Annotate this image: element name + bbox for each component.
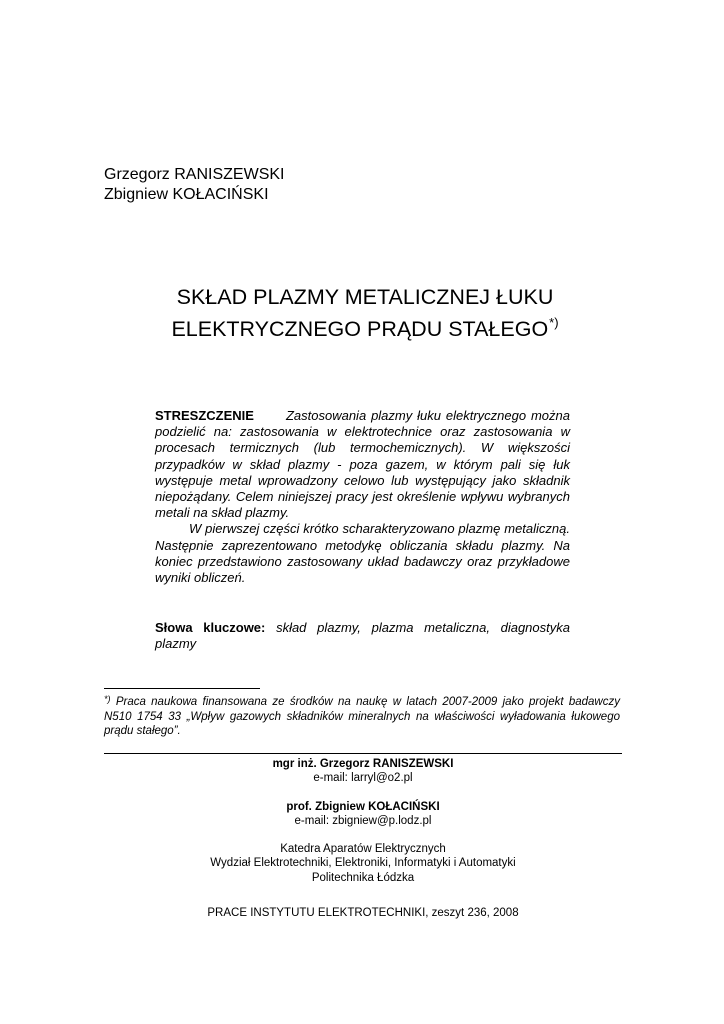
footnote-text: Praca naukowa finansowana ze środków na naukę w latach 2007-2009 jako projekt badawczy N510 1754 33 „Wpływ gazowych składników mineralnych na właściwości wyładowania łukowego prądu stałego”. xyxy=(104,696,620,738)
author-2-email: e-mail: zbigniew@p.lodz.pl xyxy=(294,814,432,827)
author-name: Zbigniew KOŁACIŃSKI xyxy=(104,186,269,203)
journal-citation: PRACE INSTYTUTU ELEKTROTECHNIKI, zeszyt 236, 2008 xyxy=(207,907,519,919)
title-line: ELEKTRYCZNEGO PRĄDU STAŁEGO xyxy=(171,317,549,341)
author-2-name: prof. Zbigniew KOŁACIŃSKI xyxy=(286,800,440,813)
abstract-text: Zastosowania plazmy łuku elektrycznego można podzielić na: zastosowania w elektrotechnice oraz zastosowania w procesach termicznych (lub termochemicznych). W większości przypadków w skład plazmy - poza gazem, w którym pali się łuk występuje metal wprowadzony celowo lub występujący jako składnik niepożądany. Celem niniejszej pracy jest określenie wpływu wybranych metali na skład plazmy. xyxy=(155,408,570,521)
abstract-heading: STRESZCZENIE xyxy=(155,408,254,423)
keywords-label: Słowa kluczowe: xyxy=(155,620,266,635)
university: Politechnika Łódzka xyxy=(311,871,415,884)
keywords-text: skład plazmy, plazma metaliczna, diagnostyka plazmy xyxy=(155,620,570,652)
faculty: Wydział Elektrotechniki, Elektroniki, Informatyki i Automatyki xyxy=(210,857,516,870)
footnote-mark: *) xyxy=(104,694,111,704)
department: Katedra Aparatów Elektrycznych xyxy=(280,843,446,856)
affiliation-divider xyxy=(104,753,622,754)
footnote xyxy=(104,692,620,739)
title-line: SKŁAD PLAZMY METALICZNEJ ŁUKU xyxy=(176,285,554,309)
title-line-2 xyxy=(100,310,630,342)
footnote-divider xyxy=(104,688,260,689)
abstract xyxy=(155,408,570,586)
author-list xyxy=(104,165,284,205)
affiliation-block xyxy=(104,757,622,885)
author-1-name: mgr inż. Grzegorz RANISZEWSKI xyxy=(272,758,454,770)
abstract-paragraph-2: W pierwszej części krótko scharakteryzowano plazmę metaliczną. Następnie zaprezentowano metodykę obliczania składu plazmy. Na koniec przedstawiono zastosowany układ badawczy oraz przykładowe wyniki obliczeń. xyxy=(155,521,570,586)
keywords xyxy=(155,620,570,652)
author-name: Grzegorz RANISZEWSKI xyxy=(104,166,285,183)
author-1-email: e-mail: larryl@o2.pl xyxy=(313,772,413,785)
title-footnote-ref: *) xyxy=(549,315,559,330)
spacer xyxy=(104,828,622,842)
paper-title xyxy=(100,284,630,342)
spacer xyxy=(104,786,622,800)
abstract-paragraph xyxy=(155,408,570,521)
